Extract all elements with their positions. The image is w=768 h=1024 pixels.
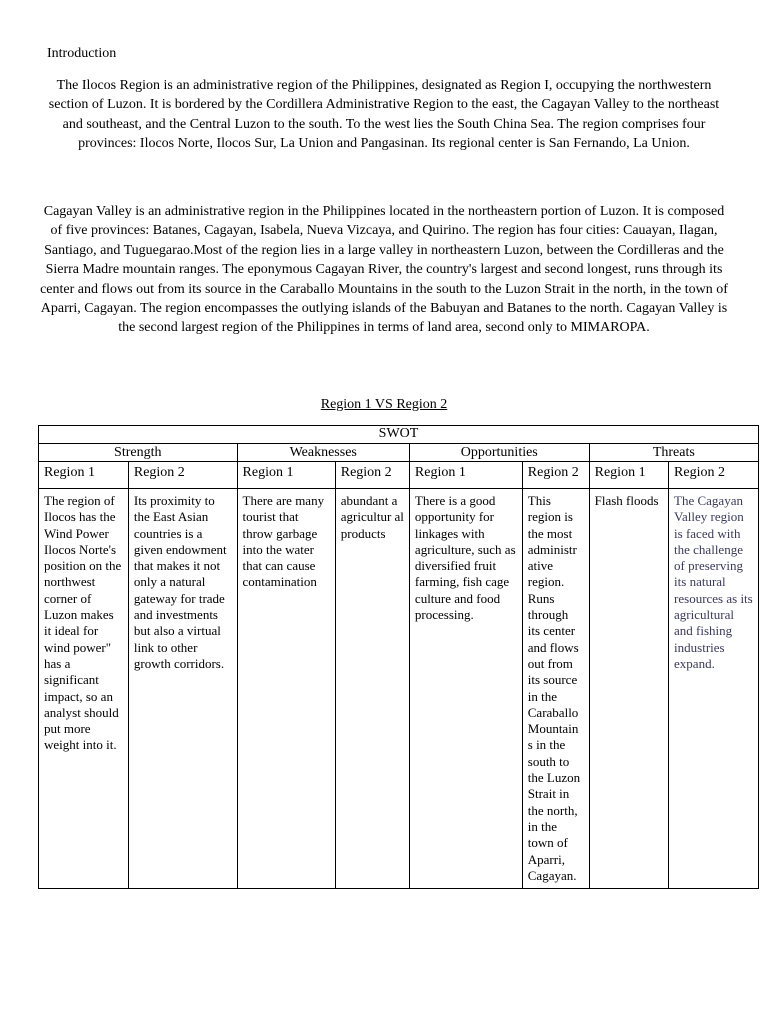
category-strength: Strength bbox=[39, 444, 238, 462]
threat-region1-cell: Flash floods bbox=[589, 489, 668, 889]
threat-region1-header: Region 1 bbox=[589, 462, 668, 489]
threat-region2-cell: The Cagayan Valley region is faced with the challenge of preserving its natural resources as its agricultural and fishing industries expand. bbox=[669, 489, 759, 889]
weakness-region1-cell: There are many tourist that throw garbage into the water that can cause contamination bbox=[237, 489, 335, 889]
swot-table bbox=[38, 425, 759, 889]
strength-region2-cell: Its proximity to the East Asian countries is a given endowment that makes it not only a natural gateway for trade and investments but also a virtual link to other growth corridors. bbox=[128, 489, 237, 889]
opportunity-region2-cell: This region is the most administr ative region. Runs through its center and flows out from its source in the Caraballo Mountain s in the south to the Luzon Strait in the north, in the town of Aparri, Cagayan. bbox=[522, 489, 589, 889]
opportunity-region1-header: Region 1 bbox=[409, 462, 522, 489]
swot-title-row bbox=[39, 426, 759, 444]
swot-title: SWOT bbox=[39, 426, 759, 444]
weakness-region2-cell: abundant a agricultur al products bbox=[335, 489, 409, 889]
swot-content-row bbox=[39, 489, 759, 889]
intro-heading: Introduction bbox=[47, 46, 117, 61]
category-opportunities: Opportunities bbox=[409, 444, 589, 462]
strength-region1-header: Region 1 bbox=[39, 462, 129, 489]
weakness-region1-header: Region 1 bbox=[237, 462, 335, 489]
opportunity-region1-cell: There is a good opportunity for linkages with agriculture, such as diversified fruit farming, fish cage culture and food processing. bbox=[409, 489, 522, 889]
category-weaknesses: Weaknesses bbox=[237, 444, 409, 462]
opportunity-region2-header: Region 2 bbox=[522, 462, 589, 489]
strength-region1-cell: The region of Ilocos has the Wind Power Ilocos Norte's position on the northwest corner of Luzon makes it ideal for wind power" has a significant impact, so an analyst should put more weight into it. bbox=[39, 489, 129, 889]
strength-region2-header: Region 2 bbox=[128, 462, 237, 489]
cagayan-paragraph: Cagayan Valley is an administrative region in the Philippines located in the northeastern portion of Luzon. It is composed of five provinces: Batanes, Cagayan, Isabela, Nueva Vizcaya, and Quirino. The region has four cities: Cauayan, Ilagan, Santiago, and Tuguegarao.Most of the region lies in a large valley in northeastern Luzon, between the Cordilleras and the Sierra Madre mountain ranges. The eponymous Cagayan River, the country's largest and second longest, runs through its center and flows out from its source in the Caraballo Mountains in the south to the Luzon Strait in the north, in the town of Aparri, Cagayan. The region encompasses the outlying islands of the Babuyan and Batanes to the north. Cagayan Valley is the second largest region of the Philippines in terms of land area, second only to MIMAROPA. bbox=[40, 204, 728, 336]
weakness-region2-header: Region 2 bbox=[335, 462, 409, 489]
threat-region2-header: Region 2 bbox=[669, 462, 759, 489]
category-threats: Threats bbox=[589, 444, 758, 462]
region-header-row bbox=[39, 462, 759, 489]
swot-category-row bbox=[39, 444, 759, 462]
ilocos-paragraph: The Ilocos Region is an administrative region of the Philippines, designated as Region I, occupying the northwestern section of Luzon. It is bordered by the Cordillera Administrative Region to the east, the Cagayan Valley to the northeast and southeast, and the Central Luzon to the south. To the west lies the South China Sea. The region comprises four provinces: Ilocos Norte, Ilocos Sur, La Union and Pangasinan. Its regional center is San Fernando, La Union. bbox=[48, 78, 720, 152]
comparison-title: Region 1 VS Region 2 bbox=[320, 397, 448, 412]
